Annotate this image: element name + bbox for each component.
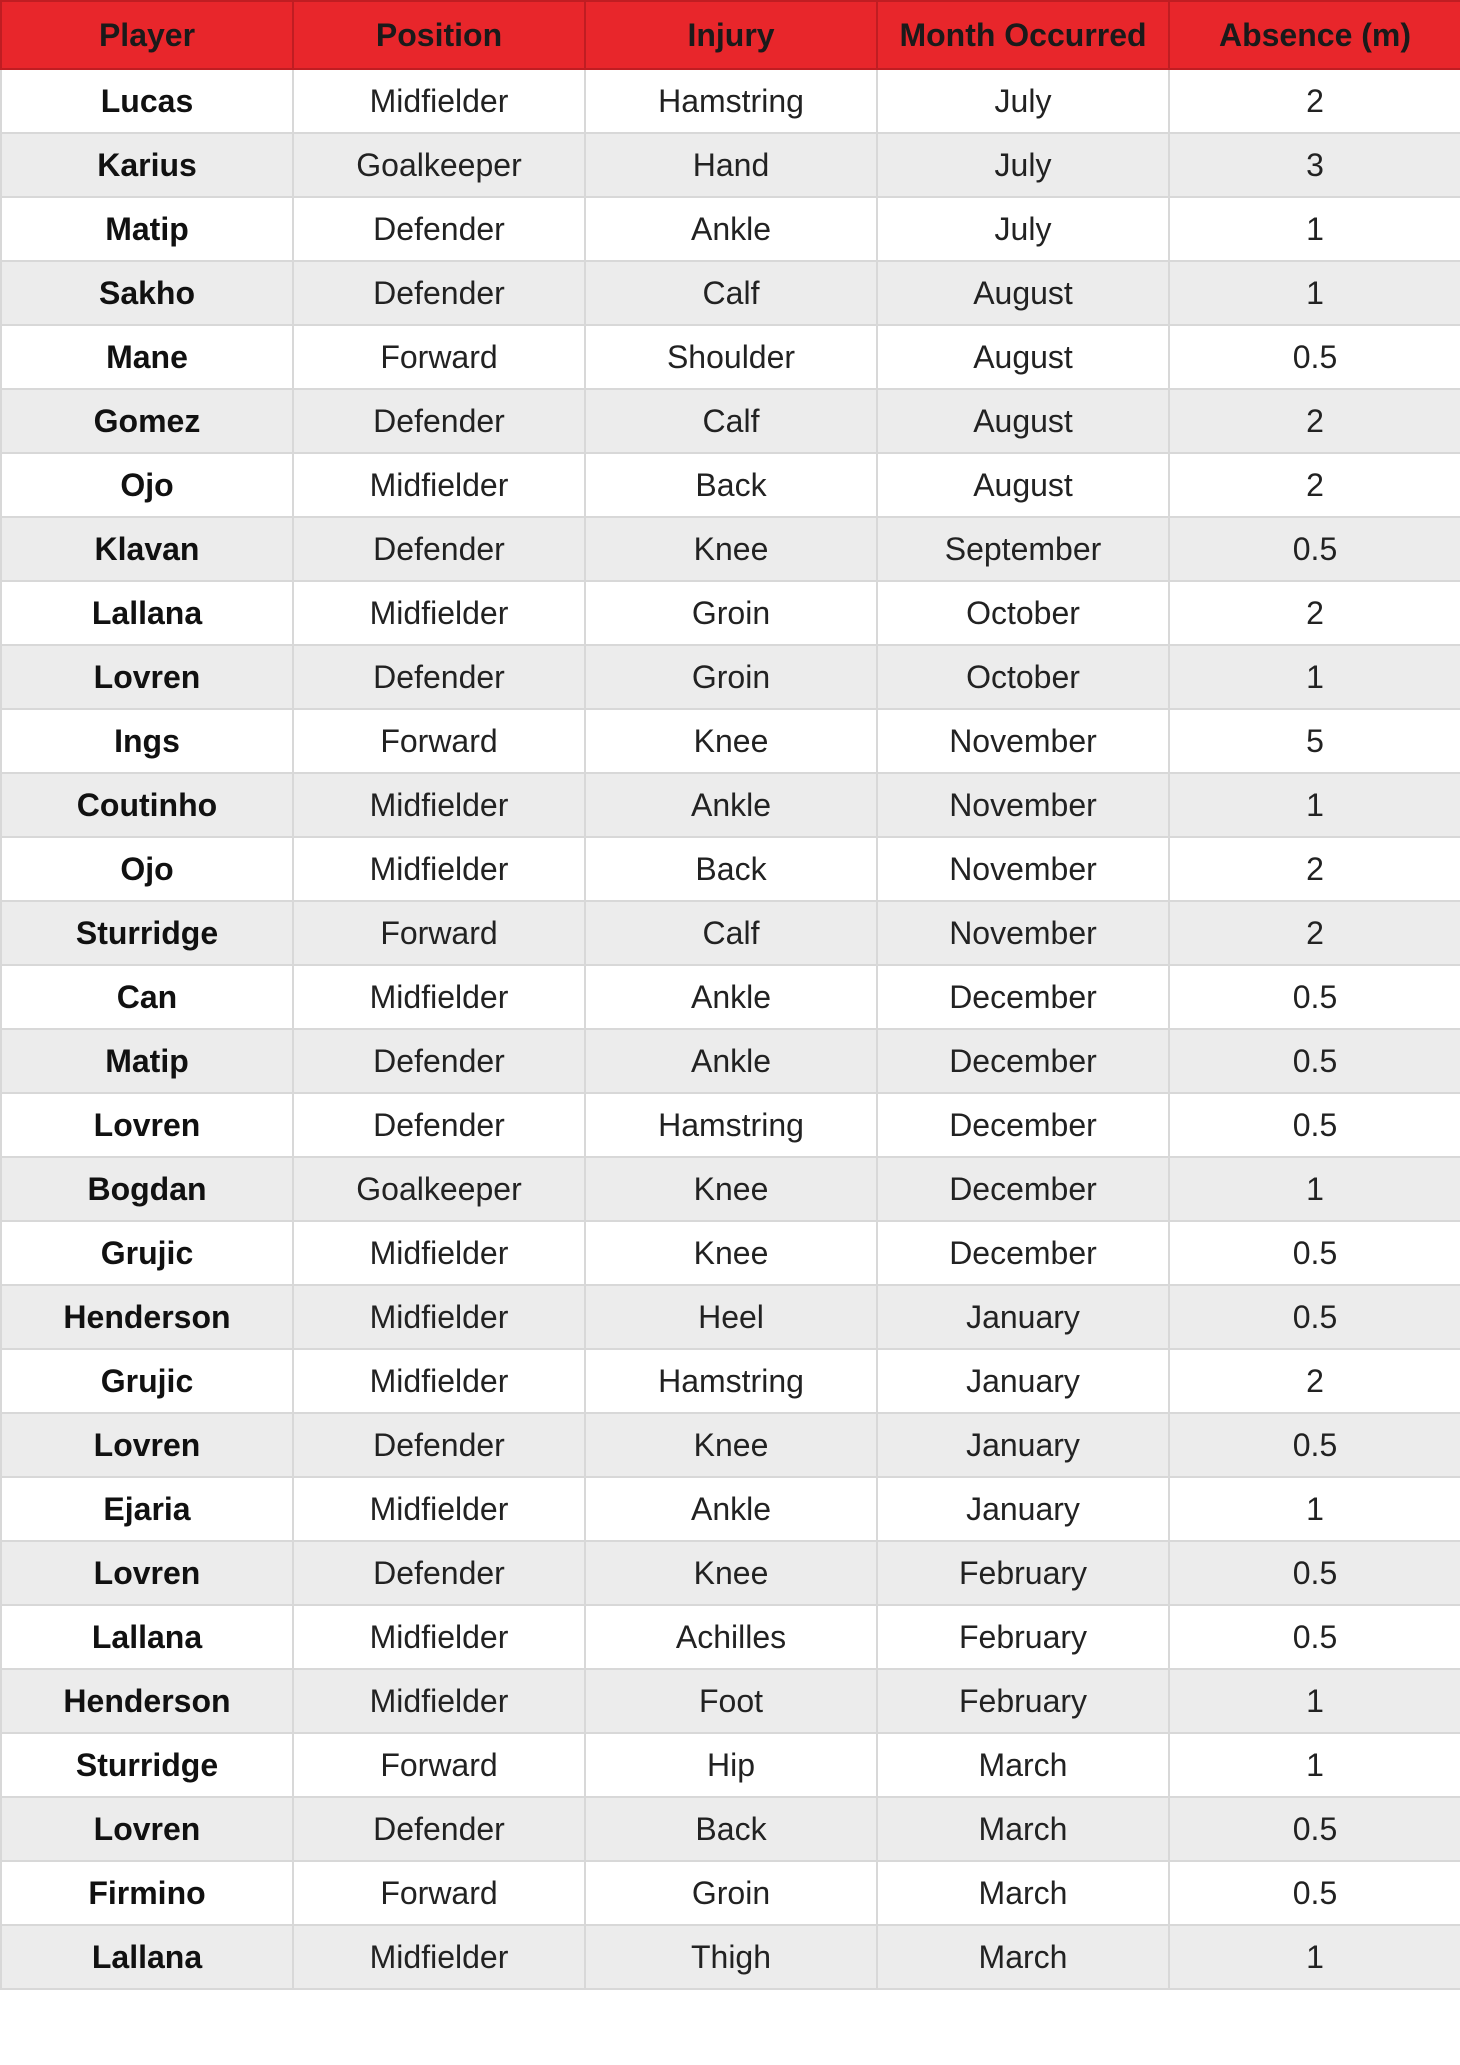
injury-cell: Groin (585, 645, 877, 709)
position-cell: Forward (293, 1733, 585, 1797)
injury-cell: Knee (585, 709, 877, 773)
absence-cell: 0.5 (1169, 1605, 1460, 1669)
player-cell: Firmino (1, 1861, 293, 1925)
month-cell: January (877, 1349, 1169, 1413)
absence-cell: 0.5 (1169, 1221, 1460, 1285)
table-row (1, 837, 1460, 901)
player-cell: Lovren (1, 1413, 293, 1477)
month-cell: September (877, 517, 1169, 581)
month-cell: July (877, 197, 1169, 261)
month-cell: January (877, 1477, 1169, 1541)
injury-cell: Knee (585, 1413, 877, 1477)
absence-cell: 0.5 (1169, 965, 1460, 1029)
position-cell: Defender (293, 1797, 585, 1861)
absence-cell: 0.5 (1169, 1797, 1460, 1861)
injury-cell: Achilles (585, 1605, 877, 1669)
player-cell: Henderson (1, 1669, 293, 1733)
month-cell: November (877, 773, 1169, 837)
position-cell: Defender (293, 1413, 585, 1477)
month-cell: August (877, 389, 1169, 453)
table-header (1, 1, 1460, 69)
table-row (1, 1925, 1460, 1989)
table-row (1, 1477, 1460, 1541)
table-row (1, 197, 1460, 261)
absence-cell: 1 (1169, 261, 1460, 325)
position-cell: Defender (293, 261, 585, 325)
injury-cell: Knee (585, 517, 877, 581)
month-cell: March (877, 1733, 1169, 1797)
position-cell: Forward (293, 1861, 585, 1925)
injury-cell: Calf (585, 261, 877, 325)
table-row (1, 1541, 1460, 1605)
player-cell: Henderson (1, 1285, 293, 1349)
absence-cell: 0.5 (1169, 1285, 1460, 1349)
table-row (1, 1605, 1460, 1669)
month-cell: January (877, 1413, 1169, 1477)
player-cell: Lovren (1, 1541, 293, 1605)
table-row (1, 965, 1460, 1029)
injury-cell: Groin (585, 1861, 877, 1925)
injury-cell: Calf (585, 901, 877, 965)
absence-cell: 1 (1169, 773, 1460, 837)
month-cell: October (877, 645, 1169, 709)
header-month-occurred[interactable]: Month Occurred (877, 1, 1169, 69)
position-cell: Defender (293, 197, 585, 261)
position-cell: Defender (293, 389, 585, 453)
table-row (1, 1797, 1460, 1861)
table-row (1, 1413, 1460, 1477)
player-cell: Sturridge (1, 901, 293, 965)
absence-cell: 1 (1169, 645, 1460, 709)
player-cell: Gomez (1, 389, 293, 453)
player-cell: Lallana (1, 581, 293, 645)
player-cell: Lovren (1, 645, 293, 709)
table-row (1, 261, 1460, 325)
position-cell: Midfielder (293, 1669, 585, 1733)
player-cell: Ojo (1, 453, 293, 517)
header-player[interactable]: Player (1, 1, 293, 69)
injury-cell: Hamstring (585, 69, 877, 133)
position-cell: Goalkeeper (293, 1157, 585, 1221)
absence-cell: 5 (1169, 709, 1460, 773)
absence-cell: 2 (1169, 69, 1460, 133)
position-cell: Defender (293, 645, 585, 709)
header-absence[interactable]: Absence (m) (1169, 1, 1460, 69)
absence-cell: 2 (1169, 837, 1460, 901)
month-cell: February (877, 1541, 1169, 1605)
absence-cell: 0.5 (1169, 1413, 1460, 1477)
position-cell: Midfielder (293, 69, 585, 133)
injury-cell: Ankle (585, 1029, 877, 1093)
player-cell: Sakho (1, 261, 293, 325)
position-cell: Midfielder (293, 581, 585, 645)
position-cell: Midfielder (293, 1605, 585, 1669)
injury-cell: Ankle (585, 773, 877, 837)
table-row (1, 133, 1460, 197)
injury-cell: Hamstring (585, 1349, 877, 1413)
month-cell: July (877, 69, 1169, 133)
table-row (1, 1029, 1460, 1093)
injury-cell: Knee (585, 1541, 877, 1605)
injury-cell: Back (585, 837, 877, 901)
month-cell: November (877, 837, 1169, 901)
player-cell: Grujic (1, 1221, 293, 1285)
injury-cell: Groin (585, 581, 877, 645)
injury-cell: Back (585, 1797, 877, 1861)
player-cell: Ojo (1, 837, 293, 901)
absence-cell: 1 (1169, 1925, 1460, 1989)
month-cell: November (877, 709, 1169, 773)
player-cell: Sturridge (1, 1733, 293, 1797)
player-cell: Lovren (1, 1093, 293, 1157)
absence-cell: 2 (1169, 1349, 1460, 1413)
table-row (1, 1669, 1460, 1733)
absence-cell: 3 (1169, 133, 1460, 197)
player-cell: Mane (1, 325, 293, 389)
table-row (1, 1861, 1460, 1925)
position-cell: Forward (293, 325, 585, 389)
injury-cell: Foot (585, 1669, 877, 1733)
header-position[interactable]: Position (293, 1, 585, 69)
absence-cell: 1 (1169, 197, 1460, 261)
absence-cell: 0.5 (1169, 517, 1460, 581)
month-cell: October (877, 581, 1169, 645)
table-row (1, 709, 1460, 773)
absence-cell: 0.5 (1169, 1029, 1460, 1093)
absence-cell: 1 (1169, 1669, 1460, 1733)
position-cell: Midfielder (293, 453, 585, 517)
month-cell: August (877, 325, 1169, 389)
player-cell: Klavan (1, 517, 293, 581)
injury-cell: Calf (585, 389, 877, 453)
absence-cell: 0.5 (1169, 1541, 1460, 1605)
table-row (1, 453, 1460, 517)
month-cell: December (877, 1221, 1169, 1285)
table-row (1, 645, 1460, 709)
table-row (1, 1157, 1460, 1221)
table-body (1, 69, 1460, 1989)
month-cell: March (877, 1797, 1169, 1861)
header-injury[interactable]: Injury (585, 1, 877, 69)
player-cell: Lallana (1, 1605, 293, 1669)
position-cell: Goalkeeper (293, 133, 585, 197)
table-row (1, 1093, 1460, 1157)
month-cell: August (877, 261, 1169, 325)
month-cell: December (877, 1093, 1169, 1157)
position-cell: Midfielder (293, 1285, 585, 1349)
month-cell: February (877, 1669, 1169, 1733)
table-row (1, 581, 1460, 645)
absence-cell: 0.5 (1169, 1861, 1460, 1925)
absence-cell: 0.5 (1169, 1093, 1460, 1157)
absence-cell: 1 (1169, 1157, 1460, 1221)
injury-cell: Heel (585, 1285, 877, 1349)
player-cell: Matip (1, 197, 293, 261)
position-cell: Midfielder (293, 1221, 585, 1285)
player-cell: Bogdan (1, 1157, 293, 1221)
injury-cell: Shoulder (585, 325, 877, 389)
month-cell: March (877, 1861, 1169, 1925)
month-cell: November (877, 901, 1169, 965)
player-cell: Ings (1, 709, 293, 773)
player-cell: Lovren (1, 1797, 293, 1861)
player-cell: Lallana (1, 1925, 293, 1989)
player-cell: Karius (1, 133, 293, 197)
absence-cell: 2 (1169, 901, 1460, 965)
injury-cell: Ankle (585, 197, 877, 261)
header-row (1, 1, 1460, 69)
position-cell: Defender (293, 1093, 585, 1157)
position-cell: Midfielder (293, 773, 585, 837)
table-row (1, 1285, 1460, 1349)
position-cell: Forward (293, 901, 585, 965)
injury-cell: Ankle (585, 1477, 877, 1541)
injury-cell: Hand (585, 133, 877, 197)
month-cell: March (877, 1925, 1169, 1989)
month-cell: December (877, 965, 1169, 1029)
absence-cell: 1 (1169, 1477, 1460, 1541)
table-row (1, 1349, 1460, 1413)
injury-cell: Hip (585, 1733, 877, 1797)
absence-cell: 2 (1169, 581, 1460, 645)
injury-cell: Knee (585, 1157, 877, 1221)
table-row (1, 901, 1460, 965)
injury-cell: Knee (585, 1221, 877, 1285)
table-row (1, 773, 1460, 837)
position-cell: Forward (293, 709, 585, 773)
injury-cell: Back (585, 453, 877, 517)
position-cell: Defender (293, 517, 585, 581)
table-row (1, 389, 1460, 453)
player-cell: Can (1, 965, 293, 1029)
absence-cell: 2 (1169, 389, 1460, 453)
injury-cell: Hamstring (585, 1093, 877, 1157)
table-row (1, 1221, 1460, 1285)
absence-cell: 1 (1169, 1733, 1460, 1797)
player-cell: Ejaria (1, 1477, 293, 1541)
position-cell: Midfielder (293, 837, 585, 901)
table-row (1, 69, 1460, 133)
table-row (1, 517, 1460, 581)
month-cell: August (877, 453, 1169, 517)
month-cell: December (877, 1029, 1169, 1093)
player-cell: Matip (1, 1029, 293, 1093)
position-cell: Midfielder (293, 965, 585, 1029)
injury-cell: Ankle (585, 965, 877, 1029)
position-cell: Defender (293, 1541, 585, 1605)
month-cell: January (877, 1285, 1169, 1349)
position-cell: Defender (293, 1029, 585, 1093)
month-cell: July (877, 133, 1169, 197)
month-cell: February (877, 1605, 1169, 1669)
table-row (1, 325, 1460, 389)
position-cell: Midfielder (293, 1349, 585, 1413)
position-cell: Midfielder (293, 1925, 585, 1989)
injury-cell: Thigh (585, 1925, 877, 1989)
player-cell: Grujic (1, 1349, 293, 1413)
absence-cell: 2 (1169, 453, 1460, 517)
absence-cell: 0.5 (1169, 325, 1460, 389)
table-row (1, 1733, 1460, 1797)
month-cell: December (877, 1157, 1169, 1221)
player-cell: Coutinho (1, 773, 293, 837)
player-cell: Lucas (1, 69, 293, 133)
position-cell: Midfielder (293, 1477, 585, 1541)
